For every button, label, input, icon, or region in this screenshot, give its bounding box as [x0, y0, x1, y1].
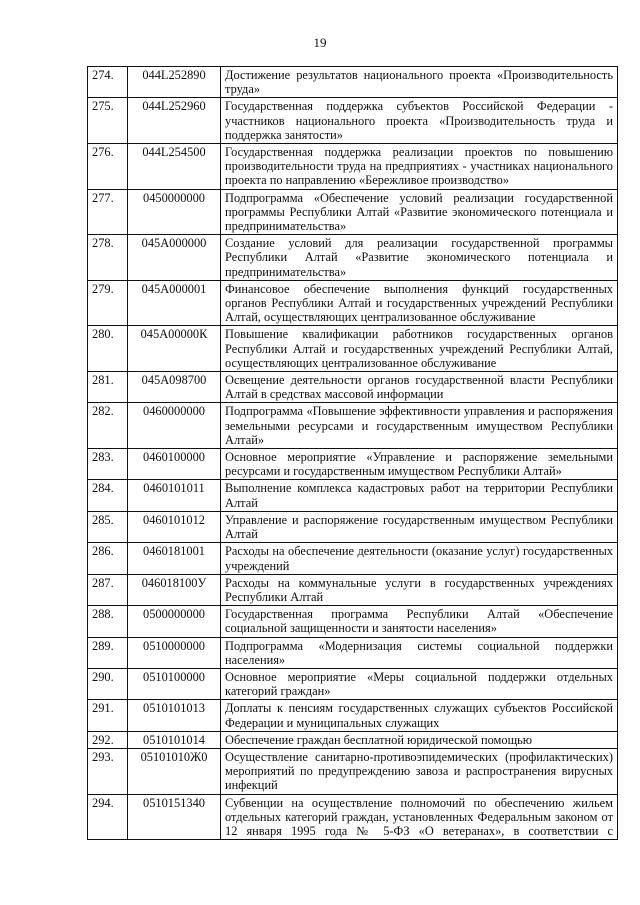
row-number: 293. [88, 748, 128, 794]
row-number: 280. [88, 326, 128, 372]
target-article-name: Освещение деятельности органов государственной власти Республики Алтай в средствах массовой информации [221, 372, 618, 403]
target-article-code: 045А000001 [128, 280, 221, 326]
table-row [88, 235, 618, 281]
row-number: 294. [88, 794, 128, 840]
table-row [88, 403, 618, 449]
row-number: 279. [88, 280, 128, 326]
target-article-code: 0510000000 [128, 637, 221, 668]
row-number: 275. [88, 98, 128, 144]
table-row [88, 189, 618, 235]
table-row [88, 480, 618, 511]
target-article-code: 0510101014 [128, 731, 221, 748]
target-article-name: Создание условий для реализации государственной программы Республики Алтай «Развитие экономического потенциала и предпринимательства» [221, 235, 618, 281]
target-article-code: 044L254500 [128, 144, 221, 190]
target-article-name: Государственная программа Республики Алтай «Обеспечение социальной защищенности и занятости населения» [221, 606, 618, 637]
page-number: 19 [313, 35, 327, 50]
target-article-code: 0510100000 [128, 668, 221, 699]
table-row [88, 606, 618, 637]
table-row [88, 637, 618, 668]
target-article-name: Подпрограмма «Повышение эффективности управления и распоряжения земельными ресурсами и государственным имуществом Республики Алтай» [221, 403, 618, 449]
target-article-code: 0460101011 [128, 480, 221, 511]
table-row [88, 574, 618, 605]
target-article-name: Выполнение комплекса кадастровых работ на территории Республики Алтай [221, 480, 618, 511]
row-number: 281. [88, 372, 128, 403]
target-article-code: 0510101013 [128, 700, 221, 731]
table-row [88, 67, 618, 98]
row-number: 286. [88, 543, 128, 574]
target-article-name: Подпрограмма «Обеспечение условий реализации государственной программы Республики Алтай «Развитие экономического потенциала и предпринимательства» [221, 189, 618, 235]
target-article-name: Осуществление санитарно-противоэпидемических (профилактических) мероприятий по предупреждению завоза и распространения вирусных инфекций [221, 748, 618, 794]
row-number: 287. [88, 574, 128, 605]
row-number: 289. [88, 637, 128, 668]
target-article-code: 045А098700 [128, 372, 221, 403]
target-article-name: Достижение результатов национального проекта «Производительность труда» [221, 67, 618, 98]
table-row [88, 543, 618, 574]
target-article-code: 044L252890 [128, 67, 221, 98]
target-article-name: Расходы на коммунальные услуги в государственных учреждениях Республики Алтай [221, 574, 618, 605]
target-article-code: 05101010Ж0 [128, 748, 221, 794]
row-number: 288. [88, 606, 128, 637]
target-article-code: 0510151340 [128, 794, 221, 840]
table-row [88, 372, 618, 403]
table-row [88, 794, 618, 840]
table-row [88, 748, 618, 794]
target-article-code: 045А000000 [128, 235, 221, 281]
table-row [88, 326, 618, 372]
target-article-code: 046018100У [128, 574, 221, 605]
table-row [88, 98, 618, 144]
target-article-name: Государственная поддержка реализации проектов по повышению производительности труда на предприятиях - участниках национального проекта по направлению «Бережливое производство» [221, 144, 618, 190]
table-row [88, 280, 618, 326]
classification-table [87, 66, 618, 840]
target-article-name: Государственная поддержка субъектов Российской Федерации - участников национального проекта «Производительность труда и поддержка занятости» [221, 98, 618, 144]
table-row [88, 731, 618, 748]
target-article-name: Обеспечение граждан бесплатной юридической помощью [221, 731, 618, 748]
target-article-name: Субвенции на осуществление полномочий по обеспечению жильем отдельных категорий граждан, установленных Федеральным законом от 12 января 1995 года № 5-ФЗ «О ветеранах», в соответствии с [221, 794, 618, 840]
row-number: 276. [88, 144, 128, 190]
target-article-name: Основное мероприятие «Управление и распоряжение земельными ресурсами и государственным имуществом Республики Алтай» [221, 449, 618, 480]
row-number: 283. [88, 449, 128, 480]
table-row [88, 700, 618, 731]
table-row [88, 668, 618, 699]
target-article-code: 0460101012 [128, 511, 221, 542]
target-article-code: 045А00000К [128, 326, 221, 372]
row-number: 285. [88, 511, 128, 542]
row-number: 284. [88, 480, 128, 511]
table-body [88, 67, 618, 840]
row-number: 278. [88, 235, 128, 281]
target-article-code: 0460000000 [128, 403, 221, 449]
row-number: 277. [88, 189, 128, 235]
target-article-name: Финансовое обеспечение выполнения функций государственных органов Республики Алтай и государственных учреждений Республики Алтай, осуществляющих централизованное обслуживание [221, 280, 618, 326]
target-article-name: Повышение квалификации работников государственных органов Республики Алтай и государственных учреждений Республики Алтай, осуществляющих централизованное обслуживание [221, 326, 618, 372]
target-article-name: Управление и распоряжение государственным имуществом Республики Алтай [221, 511, 618, 542]
table-row [88, 511, 618, 542]
target-article-name: Расходы на обеспечение деятельности (оказание услуг) государственных учреждений [221, 543, 618, 574]
target-article-code: 0460181001 [128, 543, 221, 574]
row-number: 292. [88, 731, 128, 748]
target-article-name: Доплаты к пенсиям государственных служащих субъектов Российской Федерации и муниципальных служащих [221, 700, 618, 731]
target-article-code: 0450000000 [128, 189, 221, 235]
table-row [88, 449, 618, 480]
target-article-code: 0500000000 [128, 606, 221, 637]
row-number: 290. [88, 668, 128, 699]
target-article-name: Подпрограмма «Модернизация системы социальной поддержки населения» [221, 637, 618, 668]
table-row [88, 144, 618, 190]
target-article-code: 0460100000 [128, 449, 221, 480]
row-number: 291. [88, 700, 128, 731]
target-article-name: Основное мероприятие «Меры социальной поддержки отдельных категорий граждан» [221, 668, 618, 699]
row-number: 282. [88, 403, 128, 449]
row-number: 274. [88, 67, 128, 98]
target-article-code: 044L252960 [128, 98, 221, 144]
